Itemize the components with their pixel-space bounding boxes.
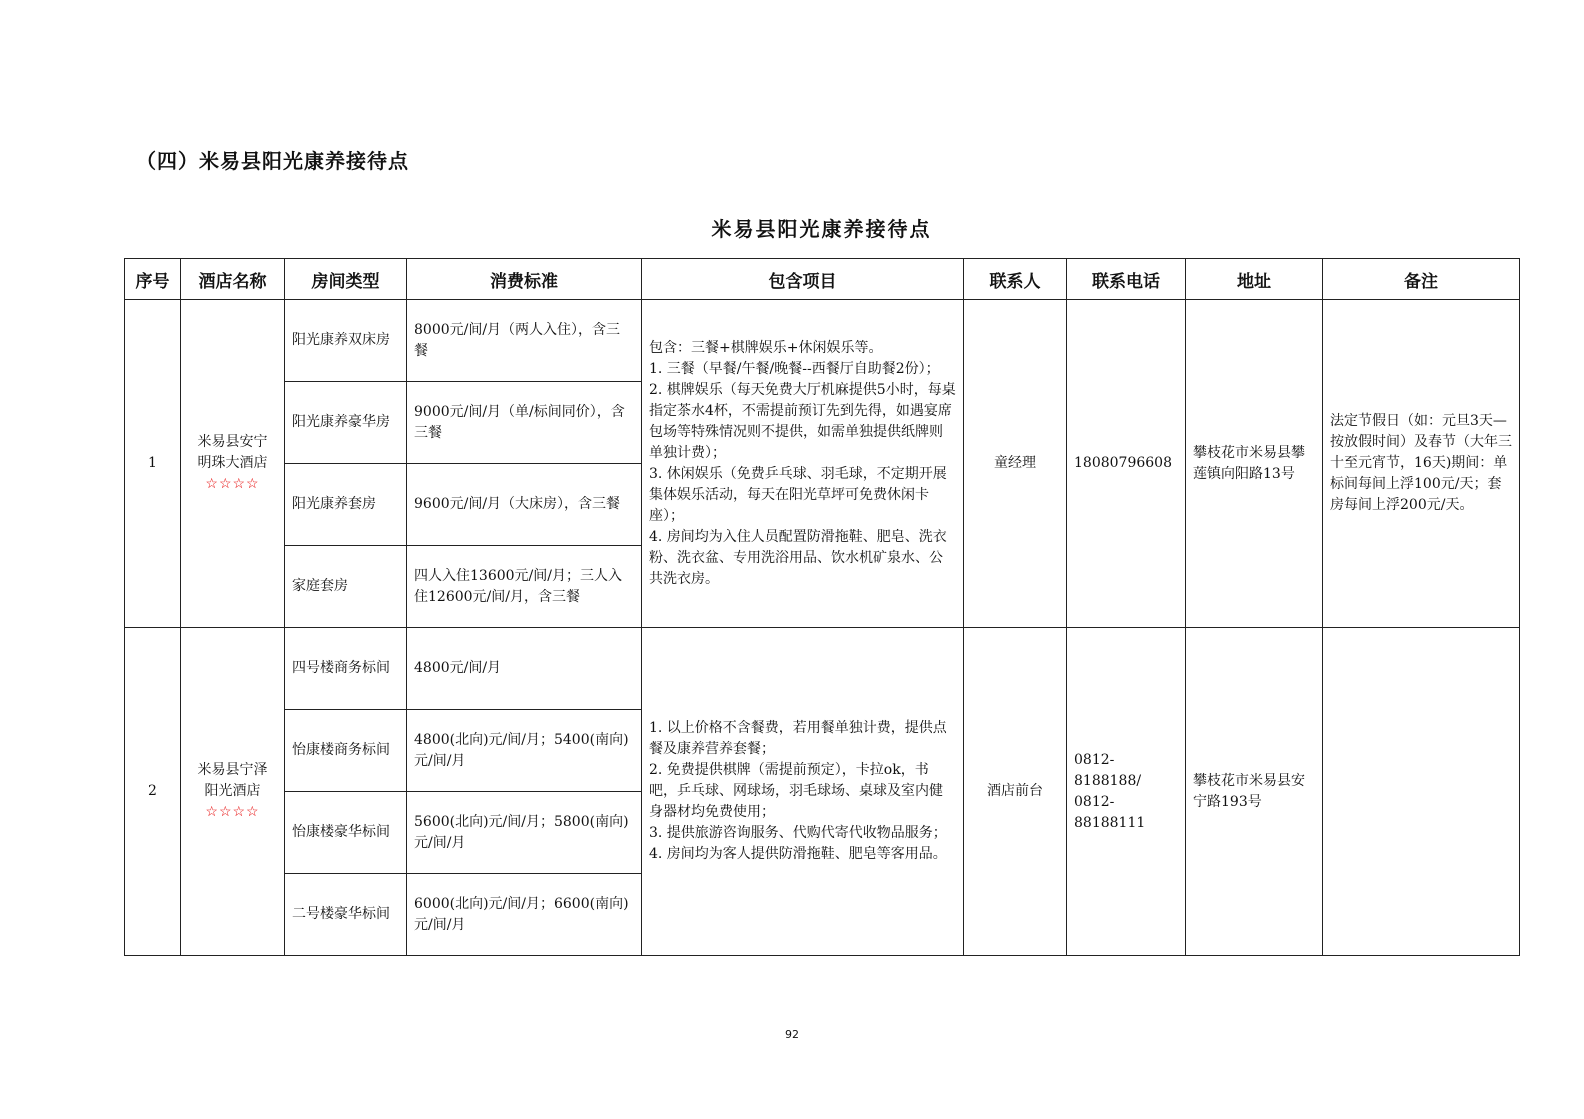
- header-remarks: 备注: [1323, 259, 1520, 300]
- header-row: [125, 259, 1520, 300]
- header-room-type: 房间类型: [285, 259, 407, 300]
- phone-line: 0812-8188188/: [1074, 751, 1142, 789]
- phone-line: 18080796608: [1074, 455, 1172, 471]
- header-seq: 序号: [125, 259, 181, 300]
- price-cell: 9600元/间/月（大床房），含三餐: [407, 464, 642, 546]
- phone-line: 0812-88188111: [1074, 793, 1146, 831]
- hotel-name-line: 米易县安宁: [197, 434, 268, 450]
- header-phone: 联系电话: [1067, 259, 1186, 300]
- includes-line: 包含：三餐+棋牌娱乐+休闲娱乐等。: [649, 339, 883, 356]
- includes-line: 1. 三餐（早餐/午餐/晚餐--西餐厅自助餐2份）；: [649, 360, 940, 377]
- room-type-cell: 四号楼商务标间: [285, 628, 407, 710]
- price-cell: 6000(北向)元/间/月；6600(南向)元/间/月: [407, 874, 642, 956]
- seq-cell: 1: [125, 300, 181, 628]
- room-type-cell: 阳光康养套房: [285, 464, 407, 546]
- includes-line: 3. 休闲娱乐（免费乒乓球、羽毛球，不定期开展集体娱乐活动，每天在阳光草坪可免费休闲卡座）；: [649, 465, 947, 524]
- contact-cell: 童经理: [964, 300, 1067, 628]
- star-rating-icon: ☆☆☆☆: [205, 804, 260, 820]
- hotel-name-cell: [181, 300, 285, 628]
- header-address: 地址: [1186, 259, 1323, 300]
- price-cell: 四人入住13600元/间/月；三人入住12600元/间/月，含三餐: [407, 546, 642, 628]
- price-cell: 9000元/间/月（单/标间同价），含三餐: [407, 382, 642, 464]
- room-type-cell: 阳光康养豪华房: [285, 382, 407, 464]
- remarks-cell: [1323, 628, 1520, 956]
- address-cell: 攀枝花市米易县安宁路193号: [1186, 628, 1323, 956]
- includes-line: 4. 房间均为客人提供防滑拖鞋、肥皂等客用品。: [649, 846, 947, 862]
- includes-line: 1. 以上价格不含餐费，若用餐单独计费，提供点餐及康养营养套餐；: [649, 720, 947, 757]
- hotel-name-line: 明珠大酒店: [197, 455, 268, 471]
- header-price: 消费标准: [407, 259, 642, 300]
- price-cell: 5600(北向)元/间/月；5800(南向)元/间/月: [407, 792, 642, 874]
- includes-line: 2. 棋牌娱乐（每天免费大厅机麻提供5小时，每桌指定茶水4杯，不需提前预订先到先得，如遇宴席包场等特殊情况则不提供，如需单独提供纸牌则单独计费）；: [649, 381, 956, 461]
- hotel-name-line: 阳光酒店: [204, 783, 261, 799]
- remarks-cell: 法定节假日（如：元旦3天—按放假时间）及春节（大年三十至元宵节，16天)期间：单标间每间上浮100元/天；套房每间上浮200元/天。: [1323, 300, 1520, 628]
- star-rating-icon: ☆☆☆☆: [205, 476, 260, 492]
- includes-line: 3. 提供旅游咨询服务、代购代寄代收物品服务；: [649, 825, 947, 841]
- table-title: 米易县阳光康养接待点: [711, 217, 932, 241]
- includes-cell: [642, 628, 964, 956]
- price-cell: 4800(北向)元/间/月；5400(南向)元/间/月: [407, 710, 642, 792]
- includes-cell: [642, 300, 964, 628]
- header-hotel-name: 酒店名称: [181, 259, 285, 300]
- hotel-name-line: 米易县宁泽: [197, 762, 268, 778]
- room-type-cell: 怡康楼商务标间: [285, 710, 407, 792]
- header-includes: 包含项目: [642, 259, 964, 300]
- phone-cell: [1067, 300, 1186, 628]
- price-cell: 8000元/间/月（两人入住），含三餐: [407, 300, 642, 382]
- table-row: [125, 300, 1520, 382]
- room-type-cell: 家庭套房: [285, 546, 407, 628]
- seq-cell: 2: [125, 628, 181, 956]
- reception-points-table: [124, 258, 1520, 956]
- room-type-cell: 阳光康养双床房: [285, 300, 407, 382]
- page-number: 92: [785, 1028, 799, 1041]
- section-heading: （四）米易县阳光康养接待点: [136, 149, 409, 173]
- address-cell: 攀枝花市米易县攀莲镇向阳路13号: [1186, 300, 1323, 628]
- price-cell: 4800元/间/月: [407, 628, 642, 710]
- contact-cell: 酒店前台: [964, 628, 1067, 956]
- phone-cell: [1067, 628, 1186, 956]
- header-contact: 联系人: [964, 259, 1067, 300]
- hotel-name-cell: [181, 628, 285, 956]
- table-row: [125, 628, 1520, 710]
- room-type-cell: 二号楼豪华标间: [285, 874, 407, 956]
- includes-line: 2. 免费提供棋牌（需提前预定），卡拉ok，书吧，乒乓球、网球场，羽毛球场、桌球及室内健身器材均免费使用；: [649, 762, 943, 820]
- room-type-cell: 怡康楼豪华标间: [285, 792, 407, 874]
- includes-line: 4. 房间均为入住人员配置防滑拖鞋、肥皂、洗衣粉、洗衣盆、专用洗浴用品、饮水机矿泉水、公共洗衣房。: [649, 528, 947, 587]
